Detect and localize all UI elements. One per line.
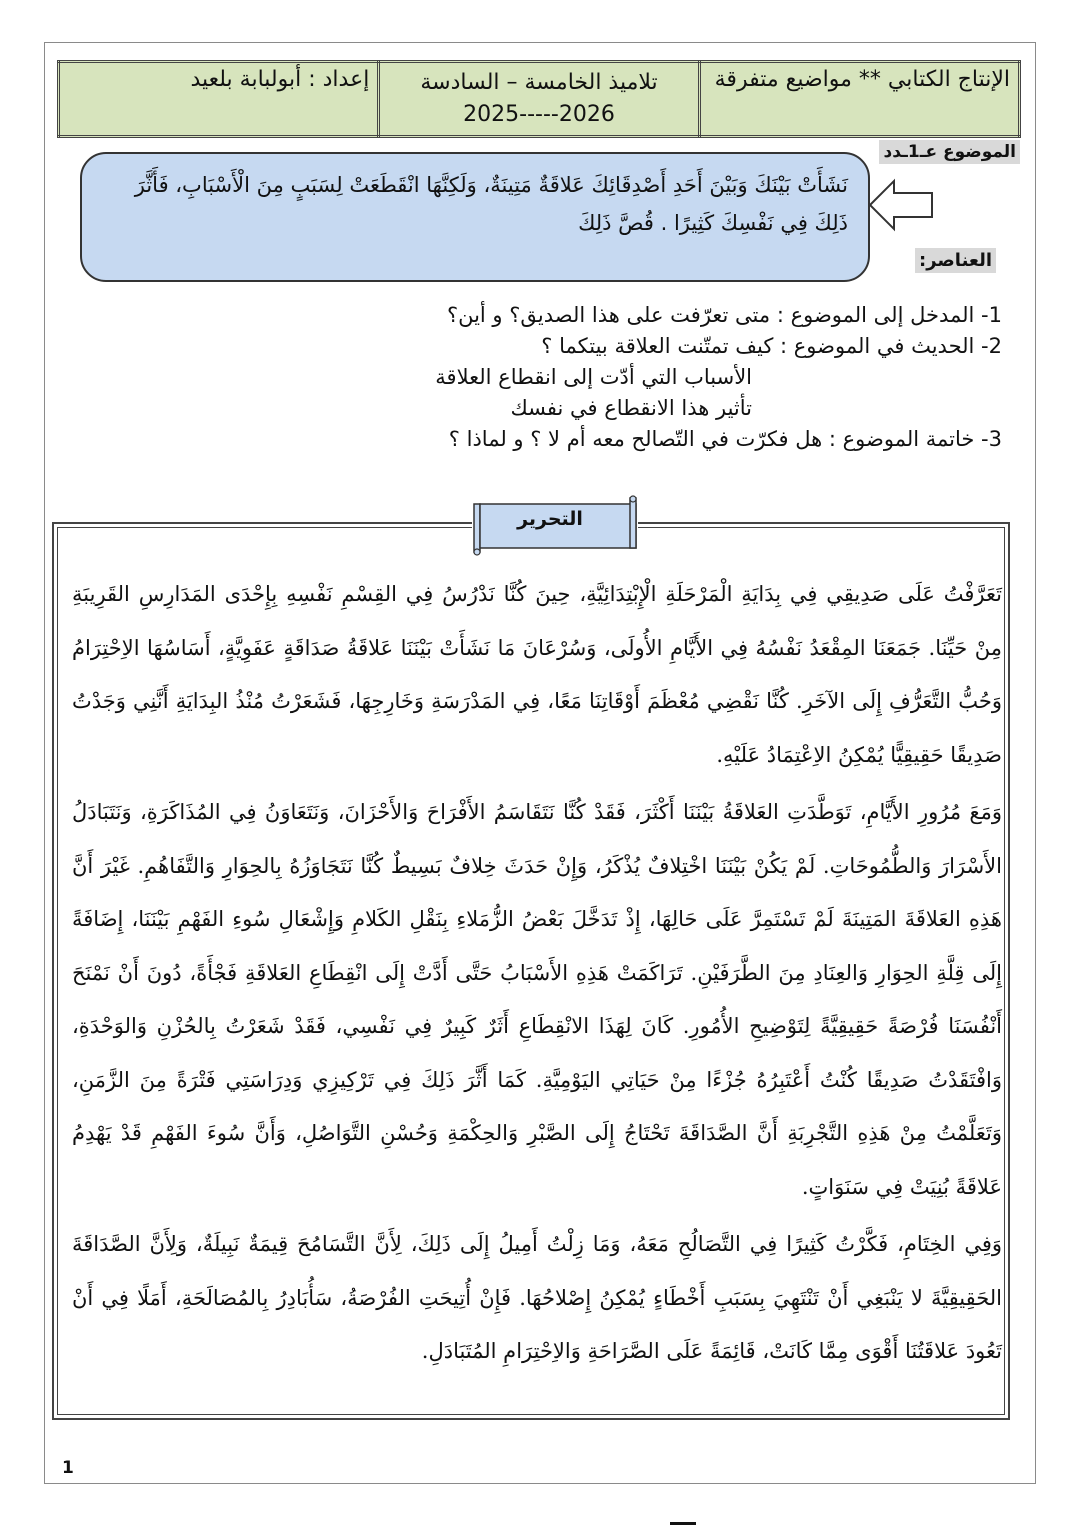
header-audience: تلاميذ الخامسة – السادسة: [420, 70, 658, 95]
page-number: 1: [62, 1458, 74, 1478]
essay-paragraph-intro: تَعَرَّفْتُ عَلَى صَدِيقِي فِي بِدَايَةِ الْمَرْحَلَةِ الْإِبْتِدَائِيَّةِ، حِينَ كُنَّا نَدْرُسُ فِي القِسْمِ نَفْسِهِ بِإِحْدَى المَدَارِسِ القَرِيبَةِ مِنْ حَيِّنَا. جَمَعَنَا المِقْعَدُ نَفْسُهُ فِي الأَيَّامِ الأُولَى، وَسُرْعَانَ مَا نَشَأَتْ بَيْنَنَا عَلاقَةُ صَدَاقَةٍ عَفَوِيَّةٍ، أَسَاسُهَا الاِحْتِرَامُ وَحُبُّ التَّعَرُّفِ إِلَى الآخَرِ. كُنَّا نَقْضِي مُعْظَمَ أَوْقَاتِنَا مَعًا، فِي المَدْرَسَةِ وَخَارِجِهَا، فَشَعَرْتُ مُنْذُ البِدَايَةِ أَنَّنِي وَجَدْتُ صَدِيقًا حَقِيقِيًّا يُمْكِنُ الاِعْتِمَادُ عَلَيْهِ.: [72, 582, 1002, 767]
element-item-body: 2- الحديث في الموضوع : كيف تمتّنت العلاقة بيتكما ؟: [541, 334, 1002, 358]
element-item-intro: 1- المدخل إلى الموضوع : متى تعرّفت على هذا الصديق؟ و أين؟: [446, 303, 1002, 327]
header-table: [57, 60, 1021, 138]
header-year: 2025-----2026: [463, 102, 615, 127]
essay-title: التحرير: [517, 508, 583, 530]
topic-box: [80, 152, 870, 282]
elements-list: [362, 300, 1002, 455]
topic-text: نَشَأَتْ بَيْنَكَ وَبَيْنَ أَحَدِ أَصْدِقَائِكَ عَلاقَةٌ مَتِينَةٌ، وَلَكِنَّهَا انْقَطَعَتْ لِسَبَبٍ مِنَ الْأَسْبَابِ، فَأَثَّرَ ذَلِكَ فِي نَفْسِكَ كَثِيرًا . قُصَّ ذَلِكَ: [134, 173, 848, 235]
element-item-effect: تأثير هذا الانقطاع في نفسك: [510, 396, 752, 420]
essay-paragraph-body: وَمَعَ مُرُورِ الأَيَّامِ، تَوَطَّدَتِ العَلاقَةُ بَيْنَنَا أَكْثَرَ، فَقَدْ كُنَّا نَتَقَاسَمُ الأَفْرَاحَ وَالأَحْزَانَ، وَنَتَعَاوَنُ فِي المُذَاكَرَةِ، وَنَتَبَادَلُ الأَسْرَارَ وَالطُّمُوحَاتِ. لَمْ يَكُنْ بَيْنَنَا اخْتِلافٌ يُذْكَرُ، وَإِنْ حَدَثَ خِلافٌ بَسِيطٌ كُنَّا نَتَجَاوَزُهُ بِالحِوَارِ وَالتَّفَاهُمِ. غَيْرَ أَنَّ هَذِهِ العَلاقَةَ المَتِينَةَ لَمْ تَسْتَمِرَّ عَلَى حَالِهَا، إِذْ تَدَخَّلَ بَعْضُ الزُّمَلاءِ بِنَقْلِ الكَلامِ وَإِشْعَالِ سُوءِ الفَهْمِ بَيْنَنَا، إِضَافَةً إِلَى قِلَّةِ الحِوَارِ وَالعِنَادِ مِنَ الطَّرَفَيْنِ. تَرَاكَمَتْ هَذِهِ الأَسْبَابُ حَتَّى أَدَّتْ إِلَى انْقِطَاعِ العَلاقَةِ فَجْأَةً، دُونَ أَنْ نَمْنَحَ أَنْفُسَنَا فُرْصَةً حَقِيقِيَّةً لِتَوْضِيحِ الأُمُورِ. كَانَ لِهَذَا الانْقِطَاعِ أَثَرٌ كَبِيرٌ فِي نَفْسِي، فَقَدْ شَعَرْتُ بِالحُزْنِ وَالوَحْدَةِ، وَافْتَقَدْتُ صَدِيقًا كُنْتُ أَعْتَبِرُهُ جُزْءًا مِنْ حَيَاتِي اليَوْمِيَّةِ. كَمَا أَثَّرَ ذَلِكَ فِي تَرْكِيزِي وَدِرَاسَتِي فَتْرَةً مِنَ الزَّمَنِ، وَتَعَلَّمْتُ مِنْ هَذِهِ التَّجْرِبَةِ أَنَّ الصَّدَاقَةَ تَحْتَاجُ إِلَى الصَّبْرِ وَالحِكْمَةِ وَحُسْنِ التَّوَاصُلِ، وَأَنَّ سُوءَ الفَهْمِ قَدْ يَهْدِمُ عَلاقَةً بُنِيَتْ فِي سَنَوَاتٍ.: [72, 800, 1002, 1199]
header-author: إعداد : أبولبابة بلعيد: [59, 62, 379, 137]
essay-title-scroll: [470, 494, 640, 556]
header-audience-cell: [379, 62, 699, 137]
bottom-dash: [670, 1522, 696, 1525]
essay-body: [72, 568, 1002, 1383]
topic-label: الموضوع عـ1ـدد: [879, 140, 1020, 164]
element-item-conclusion: 3- خاتمة الموضوع : هل فكرّت في التّصالح معه أم لا ؟ و لماذا ؟: [448, 427, 1002, 451]
header-subject: الإنتاج الكتابي ** مواضيع متفرقة: [699, 62, 1019, 137]
elements-label: العناصر:: [915, 248, 996, 273]
essay-paragraph-conclusion: وَفِي الخِتَامِ، فَكَّرْتُ كَثِيرًا فِي التَّصَالُحِ مَعَهُ، وَمَا زِلْتُ أَمِيلُ إِلَى ذَلِكَ، لِأَنَّ التَّسَامُحَ قِيمَةٌ نَبِيلَةٌ، وَلِأَنَّ الصَّدَاقَةَ الحَقِيقِيَّةَ لا يَنْبَغِي أَنْ تَنْتَهِيَ بِسَبَبِ أَخْطَاءٍ يُمْكِنُ إِصْلاحُهَا. فَإِنْ أُتِيحَتِ الفُرْصَةُ، سَأُبَادِرُ بِالمُصَالَحَةِ، أَمَلًا فِي أَنْ تَعُودَ عَلاقَتُنَا أَقْوَى مِمَّا كَانَتْ، قَائِمَةً عَلَى الصَّرَاحَةِ وَالاِحْتِرَامِ المُتَبَادَلِ.: [72, 1232, 1002, 1363]
left-arrow-icon: [868, 178, 936, 232]
element-item-causes: الأسباب التي أدّت إلى انقطاع العلاقة: [435, 365, 752, 389]
